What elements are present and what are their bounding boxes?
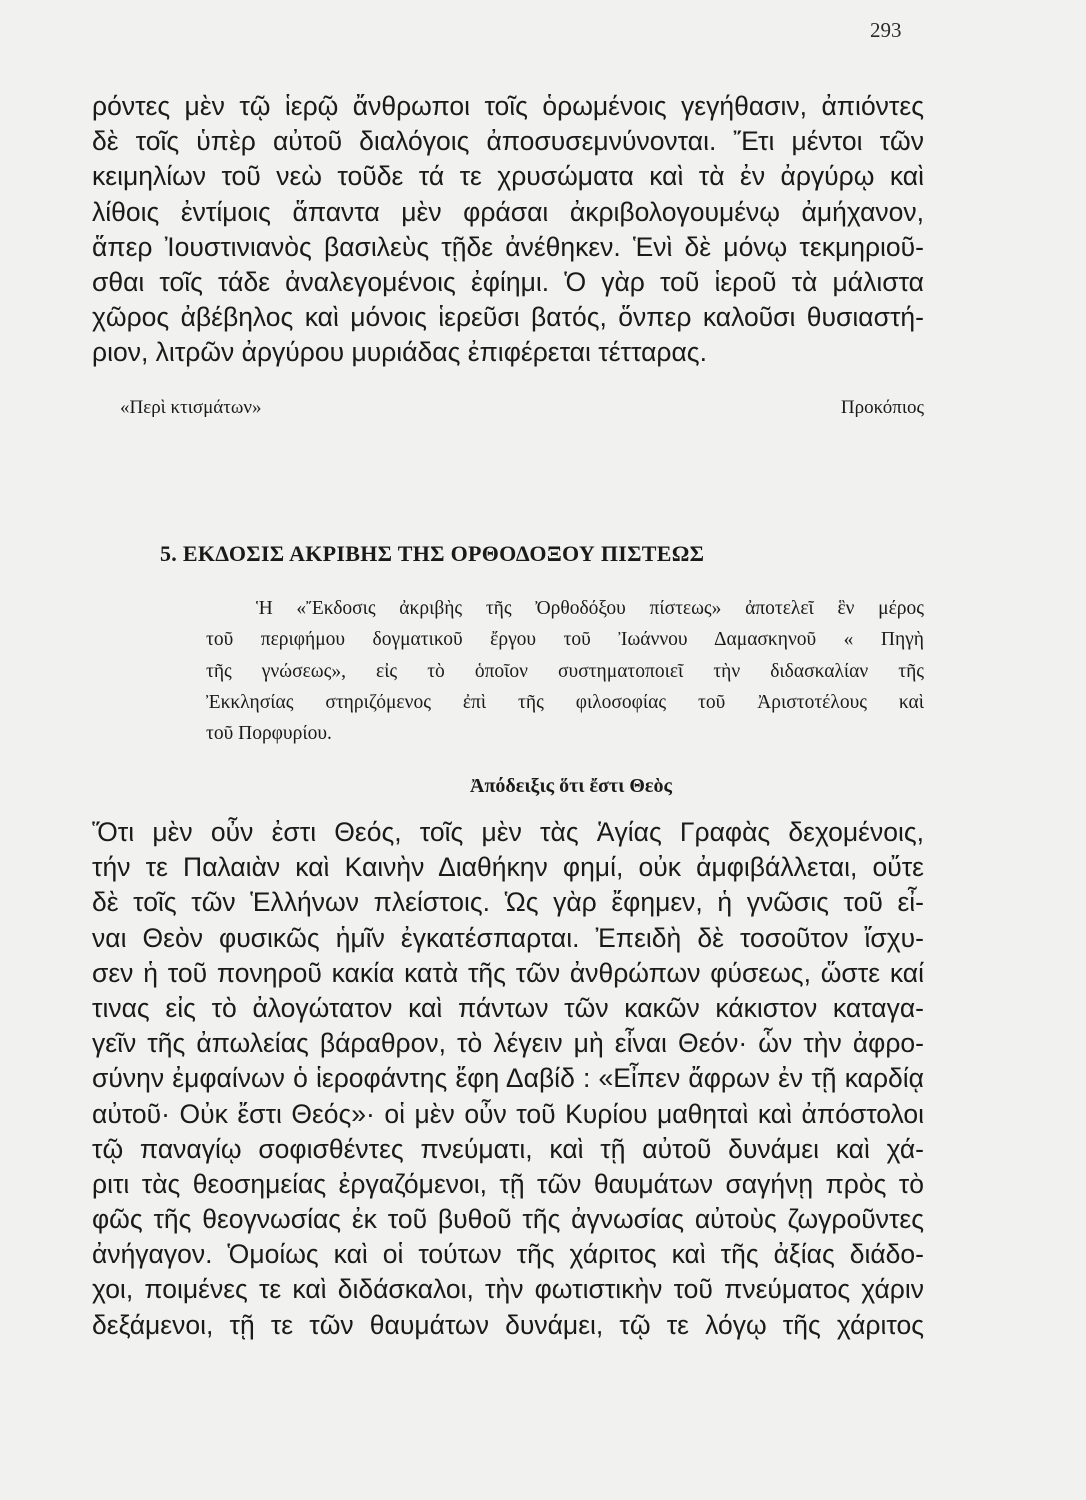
text-line: ναι Θεὸν φυσικῶς ἡμῖν ἐγκατέσπαρται. Ἐπειδὴ δὲ τοσοῦτον ἴσχυ- (92, 922, 924, 953)
note-line: τῆς γνώσεως», εἰς τὸ ὁποῖον συστηματοποιεῖ τὴν διδασκαλίαν τῆς (206, 660, 924, 682)
excerpt-paragraph (92, 89, 924, 371)
text-line: χῶρος ἀβέβηλος καὶ μόνοις ἱερεῦσι βατός, ὅνπερ καλοῦσι θυσιαστή- (92, 302, 924, 333)
text-line: αὐτοῦ· Οὐκ ἔστι Θεός»· οἱ μὲν οὖν τοῦ Κυρίου μαθηταὶ καὶ ἀπόστολοι (92, 1098, 924, 1129)
text-line: σύνην ἐμφαίνων ὁ ἱεροφάντης ἔφη Δαβίδ : «Εἶπεν ἄφρων ἐν τῇ καρδίᾳ (92, 1063, 924, 1094)
text-line: σθαι τοῖς τάδε ἀναλεγομένοις ἐφίημι. Ὁ γὰρ τοῦ ἱεροῦ τὰ μάλιστα (92, 266, 924, 297)
page-number: 293 (870, 18, 902, 42)
text-line: δὲ τοῖς ὑπὲρ αὐτοῦ διαλόγοις ἀποσυσεμνύνονται. Ἔτι μέντοι τῶν (92, 126, 924, 157)
note-line: Ἐκκλησίας στηριζόμενος ἐπὶ τῆς φιλοσοφίας τοῦ Ἀριστοτέλους καὶ (206, 691, 924, 713)
text-line: ριον, λιτρῶν ἀργύρου μυριάδας ἐπιφέρεται τέτταρας. (92, 337, 707, 368)
note-line: τοῦ Πορφυρίου. (206, 723, 332, 745)
text-line: λίθοις ἐντίμοις ἅπαντα μὲν φράσαι ἀκριβολογουμένῳ ἀμήχανον, (92, 196, 924, 227)
note-line: Ἡ «Ἔκδοσις ἀκριβὴς τῆς Ὀρθοδόξου πίστεως» ἀποτελεῖ ἓν μέρος (256, 598, 924, 619)
text-line: χοι, ποιμένες τε καὶ διδάσκαλοι, τὴν φωτιστικὴν τοῦ πνεύματος χάριν (92, 1274, 924, 1305)
text-line: φῶς τῆς θεογνωσίας ἐκ τοῦ βυθοῦ τῆς ἀγνωσίας αὐτοὺς ζωγροῦντες (92, 1204, 924, 1235)
text-line: ἅπερ Ἰουστινιανὸς βασιλεὺς τῇδε ἀνέθηκεν. Ἑνὶ δὲ μόνῳ τεκμηριοῦ- (92, 231, 924, 262)
body-paragraph (92, 815, 924, 1343)
text-line: κειμηλίων τοῦ νεὼ τοῦδε τά τε χρυσώματα καὶ τὰ ἐν ἀργύρῳ καὶ (92, 161, 924, 192)
text-line: τήν τε Παλαιὰν καὶ Καινὴν Διαθήκην φημί, οὐκ ἀμφιβάλλεται, οὔτε (92, 852, 924, 883)
text-line: ρόντες μὲν τῷ ἱερῷ ἄνθρωποι τοῖς ὁρωμένοις γεγήθασιν, ἀπιόντες (92, 91, 924, 121)
text-line: τῷ παναγίῳ σοφισθέντες πνεύματι, καὶ τῇ αὐτοῦ δυνάμει καὶ χά- (92, 1133, 924, 1164)
source-author: Προκόπιος (840, 397, 924, 418)
text-line: ἀνήγαγον. Ὁμοίως καὶ οἱ τούτων τῆς χάριτος καὶ τῆς ἀξίας διάδο- (92, 1239, 924, 1270)
text-line: δὲ τοῖς τῶν Ἑλλήνων πλείστοις. Ὡς γὰρ ἔφημεν, ἡ γνῶσις τοῦ εἶ- (92, 887, 924, 918)
source-work: «Περὶ κτισμάτων» (120, 397, 262, 418)
section-heading: 5. ΕΚΔΟΣΙΣ ΑΚΡΙΒΗΣ ΤΗΣ ΟΡΘΟΔΟΞΟΥ ΠΙΣΤΕΩΣ (160, 541, 705, 566)
note-line: τοῦ περιφήμου δογματικοῦ ἔργου τοῦ Ἰωάννου Δαμασκηνοῦ « Πηγὴ (206, 629, 924, 651)
text-line: τινας εἰς τὸ ἀλογώτατον καὶ πάντων τῶν κακῶν κάκιστον καταγα- (92, 992, 924, 1023)
text-line: γεῖν τῆς ἀπωλείας βάραθρον, τὸ λέγειν μὴ εἶναι Θεόν· ὧν τὴν ἀφρο- (92, 1028, 924, 1059)
subheading: Ἀπόδειξις ὅτι ἔστι Θεὸς (470, 775, 672, 797)
text-line: δεξάμενοι, τῇ τε τῶν θαυμάτων δυνάμει, τῷ τε λόγῳ τῆς χάριτος (92, 1309, 924, 1340)
source-citation (120, 397, 924, 419)
text-line: σεν ἡ τοῦ πονηροῦ κακία κατὰ τῆς τῶν ἀνθρώπων φύσεως, ὥστε καί (92, 957, 924, 988)
text-line: Ὅτι μὲν οὖν ἐστι Θεός, τοῖς μὲν τὰς Ἁγίας Γραφὰς δεχομένοις, (92, 817, 924, 847)
intro-note (206, 593, 924, 749)
text-line: ριτι τὰς θεοσημείας ἐργαζόμενοι, τῇ τῶν θαυμάτων σαγήνῃ πρὸς τὸ (92, 1168, 924, 1199)
